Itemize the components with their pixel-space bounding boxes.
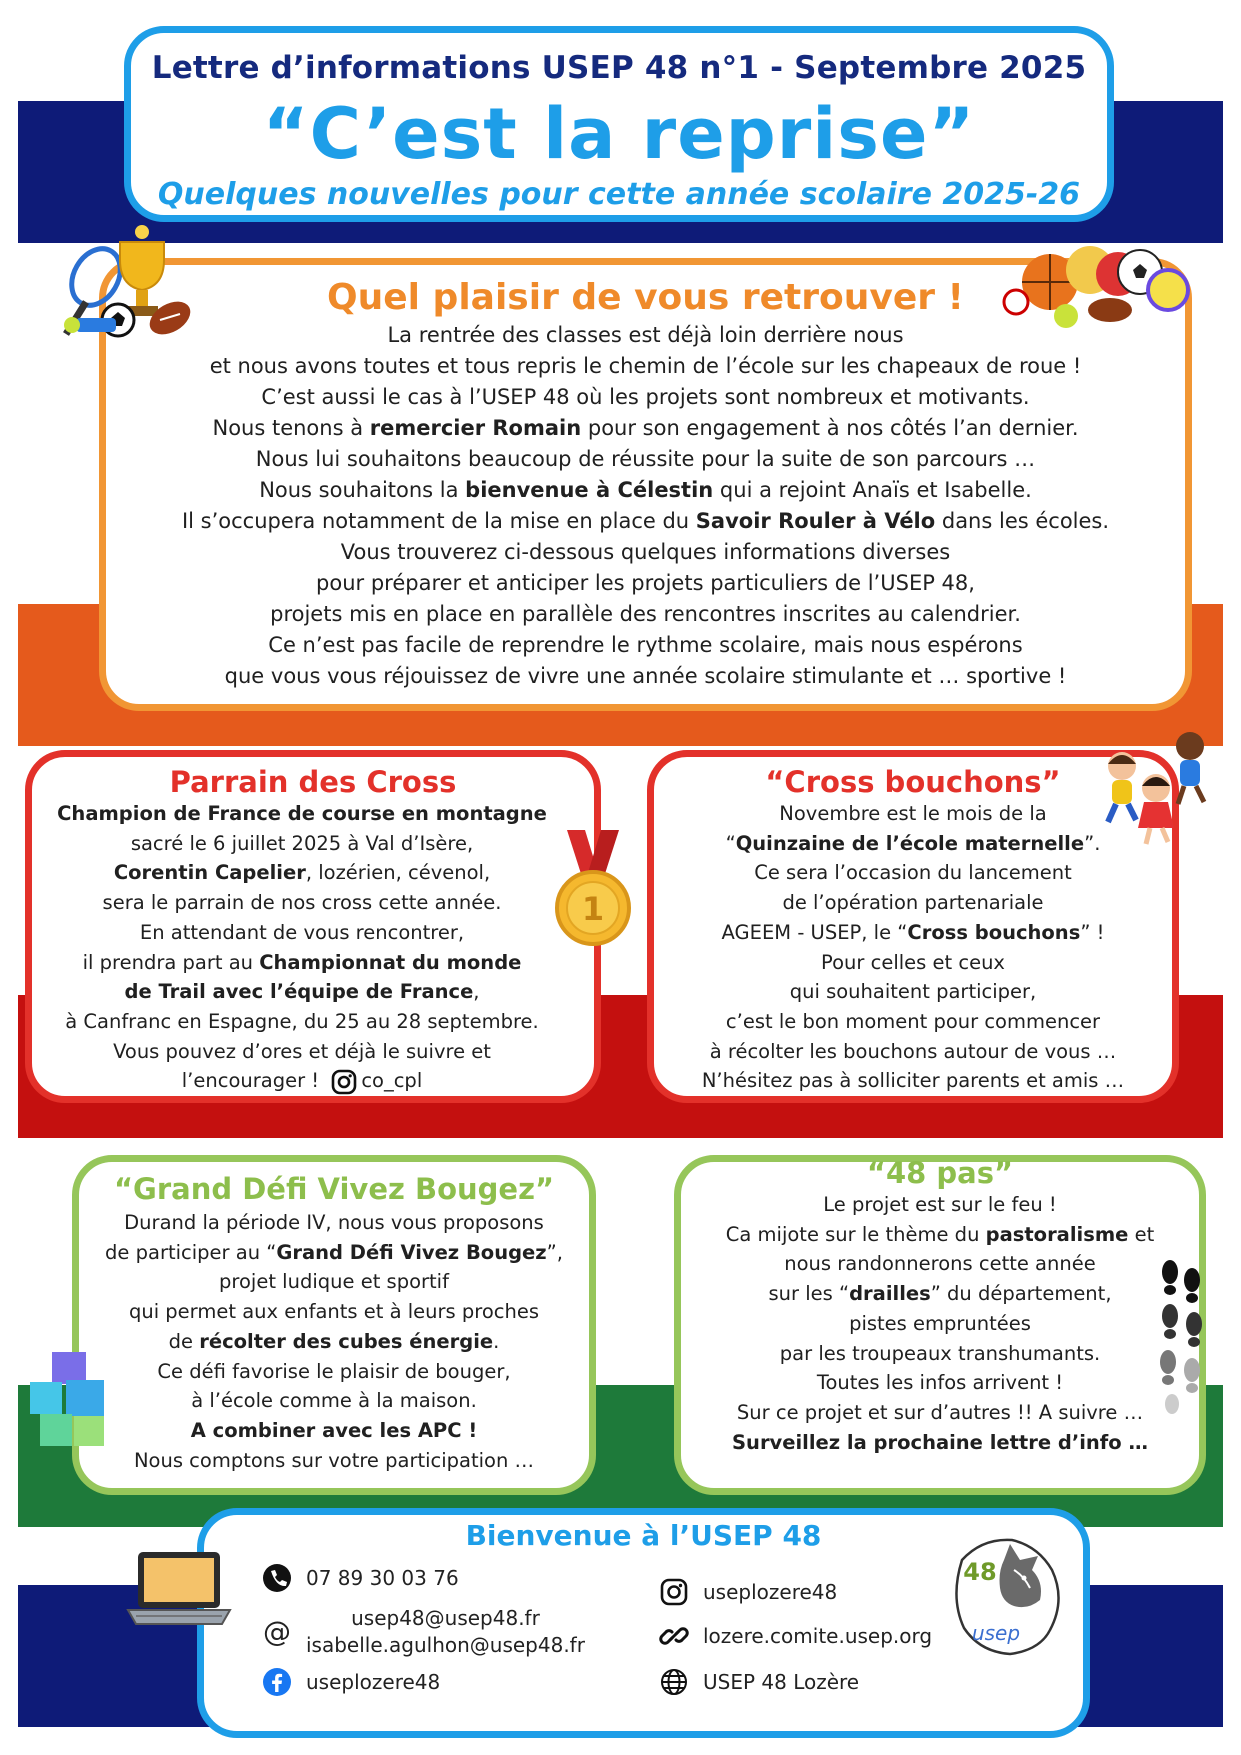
footprints-icon <box>1156 1258 1212 1418</box>
pas-line: Le projet est sur le feu ! <box>823 1193 1057 1216</box>
pas-line: par les troupeaux transhumants. <box>779 1341 1101 1365</box>
welcome-line: Nous lui souhaitons beaucoup de réussite pour la suite de son parcours … <box>255 447 1036 471</box>
pas-line: nous randonnerons cette année <box>784 1252 1096 1276</box>
welcome-line: Vous trouverez ci-dessous quelques informations diverses <box>340 540 951 564</box>
parrain-line: En attendant de vous rencontrer, <box>139 920 465 944</box>
facebook-link[interactable]: useplozere48 <box>306 1670 441 1694</box>
facebook-icon <box>262 1667 292 1697</box>
welcome-line: La rentrée des classes est déjà loin derrière nous <box>387 323 904 347</box>
defi-line: Ce défi favorise le plaisir de bouger, <box>157 1359 511 1383</box>
newsletter-issue-line: Lettre d’informations USEP 48 n°1 - Septembre 2025 <box>151 50 1087 86</box>
welcome-line: Ce n’est pas facile de reprendre le rythme scolaire, mais nous espérons <box>268 633 1023 657</box>
email-list <box>306 1605 585 1659</box>
instagram-icon <box>331 1069 357 1095</box>
welcome-line: C’est aussi le cas à l’USEP 48 où les projets sont nombreux et motivants. <box>261 385 1030 409</box>
grand-defi-title: “Grand Défi Vivez Bougez” <box>113 1172 555 1206</box>
cross-line: à récolter les bouchons autour de vous … <box>709 1039 1117 1063</box>
cross-line: Novembre est le mois de la <box>779 802 1047 825</box>
facebook-row <box>262 1667 440 1697</box>
pas-line: Surveillez la prochaine lettre d’info … <box>732 1430 1148 1454</box>
website-row <box>659 1621 932 1651</box>
web-name-link[interactable]: USEP 48 Lozère <box>703 1670 860 1694</box>
parrain-line: à Canfranc en Espagne, du 25 au 28 septembre. <box>65 1009 539 1033</box>
logo-number: 48 <box>963 1558 997 1586</box>
phone-icon <box>262 1563 292 1593</box>
welcome-line: projets mis en place en parallèle des rencontres inscrites au calendrier. <box>270 602 1021 626</box>
welcome-line: et nous avons toutes et tous repris le chemin de l’école sur les chapeaux de roue ! <box>209 354 1082 378</box>
parrain-line: Vous pouvez d’ores et déjà le suivre et <box>113 1039 491 1063</box>
logo-text: usep <box>971 1621 1021 1645</box>
sports-balls-icon <box>1000 240 1190 330</box>
defi-line: projet ludique et sportif <box>219 1270 449 1294</box>
welcome-text <box>106 320 1185 692</box>
cross-line: c’est le bon moment pour commencer <box>725 1009 1101 1033</box>
parrain-line: l’encourager ! co_cpl <box>32 1066 572 1096</box>
web-name-row <box>659 1667 859 1697</box>
instagram-handle-link[interactable]: co_cpl <box>361 1069 423 1093</box>
parrain-section <box>25 750 601 1103</box>
phone-row <box>262 1563 459 1593</box>
welcome-line: Il s’occupera notamment de la mise en place du Savoir Rouler à Vélo dans les écoles. <box>181 509 1110 533</box>
cross-line: N’hésitez pas à solliciter parents et amis … <box>701 1069 1125 1093</box>
usep-48-logo <box>944 1530 1068 1670</box>
parrain-title: Parrain des Cross <box>169 765 457 799</box>
defi-line: Durand la période IV, nous vous proposons <box>124 1211 544 1234</box>
cross-line: de l’opération partenariale <box>782 891 1044 915</box>
pas-line: Ca mijote sur le thème du pastoralisme et <box>725 1222 1155 1246</box>
gold-medal-icon <box>555 830 631 950</box>
at-icon: @ <box>263 1615 291 1648</box>
email-link[interactable]: isabelle.agulhon@usep48.fr <box>306 1633 585 1657</box>
pas-line: Toutes les infos arrivent ! <box>816 1371 1064 1395</box>
defi-line: A combiner avec les APC ! <box>190 1418 478 1442</box>
energy-cubes-icon <box>26 1348 122 1452</box>
newsletter-header <box>124 26 1114 222</box>
parrain-text <box>32 799 572 1096</box>
cross-bouchons-title: “Cross bouchons” <box>765 765 1061 799</box>
link-icon <box>659 1621 689 1651</box>
cross-line: AGEEM - USEP, le “Cross bouchons” ! <box>721 920 1105 944</box>
running-kids-icon <box>1092 728 1216 848</box>
defi-line: de participer au “Grand Défi Vivez Bougez”, <box>105 1240 563 1264</box>
parrain-line: il prendra part au Championnat du monde <box>82 950 522 974</box>
website-link[interactable]: lozere.comite.usep.org <box>703 1624 933 1648</box>
grand-defi-text <box>79 1208 589 1475</box>
laptop-icon <box>126 1548 232 1628</box>
defi-line: de récolter des cubes énergie. <box>168 1329 500 1353</box>
welcome-line: Nous tenons à remercier Romain pour son engagement à nos côtés l’an dernier. <box>212 416 1079 440</box>
phone-number[interactable]: 07 89 30 03 76 <box>306 1566 459 1590</box>
welcome-line: Nous souhaitons la bienvenue à Célestin qui a rejoint Anaïs et Isabelle. <box>259 478 1032 502</box>
welcome-line: pour préparer et anticiper les projets particuliers de l’USEP 48, <box>316 571 975 595</box>
instagram-link[interactable]: useplozere48 <box>703 1580 838 1604</box>
email-link[interactable]: usep48@usep48.fr <box>351 1606 540 1630</box>
pas-line: sur les “drailles” du département, <box>768 1282 1112 1306</box>
pas-line: pistes empruntées <box>849 1311 1031 1335</box>
parrain-line: Corentin Capelier, lozérien, cévenol, <box>113 861 491 885</box>
pas-line: Sur ce projet et sur d’autres !! A suivre … <box>736 1400 1144 1424</box>
welcome-line: que vous vous réjouissez de vivre une année scolaire stimulante et … sportive ! <box>224 664 1067 688</box>
newsletter-subtitle: Quelques nouvelles pour cette année scolaire 2025-26 <box>157 177 1081 212</box>
cross-line: Ce sera l’occasion du lancement <box>754 861 1072 885</box>
parrain-line: sera le parrain de nos cross cette année. <box>102 891 502 915</box>
medal-number: 1 <box>581 890 605 928</box>
newsletter-title: “C’est la reprise” <box>262 93 976 175</box>
parrain-line: Champion de France de course en montagne <box>57 802 547 825</box>
parrain-line: sacré le 6 juillet 2025 à Val d’Isère, <box>130 831 474 855</box>
contact-title: Bienvenue à l’USEP 48 <box>465 1519 822 1552</box>
grand-defi-section <box>72 1155 596 1495</box>
instagram-row <box>659 1577 837 1607</box>
cross-line: Pour celles et ceux <box>821 950 1005 974</box>
welcome-title: Quel plaisir de vous retrouver ! <box>327 277 964 318</box>
parrain-line: de Trail avec l’équipe de France, <box>124 980 480 1004</box>
cross-line: “Quinzaine de l’école maternelle”. <box>725 831 1101 855</box>
48-pas-text <box>681 1190 1199 1457</box>
48-pas-section <box>674 1155 1206 1495</box>
globe-icon <box>659 1667 689 1697</box>
defi-line: Nous comptons sur votre participation … <box>133 1448 535 1472</box>
email-row <box>262 1605 585 1659</box>
trophy-icon <box>58 222 198 342</box>
instagram-icon <box>659 1577 689 1607</box>
cross-line: qui souhaitent participer, <box>789 980 1037 1004</box>
defi-line: qui permet aux enfants et à leurs proches <box>128 1300 540 1324</box>
48-pas-title: “48 pas” <box>866 1156 1014 1190</box>
defi-line: à l’école comme à la maison. <box>191 1389 477 1413</box>
